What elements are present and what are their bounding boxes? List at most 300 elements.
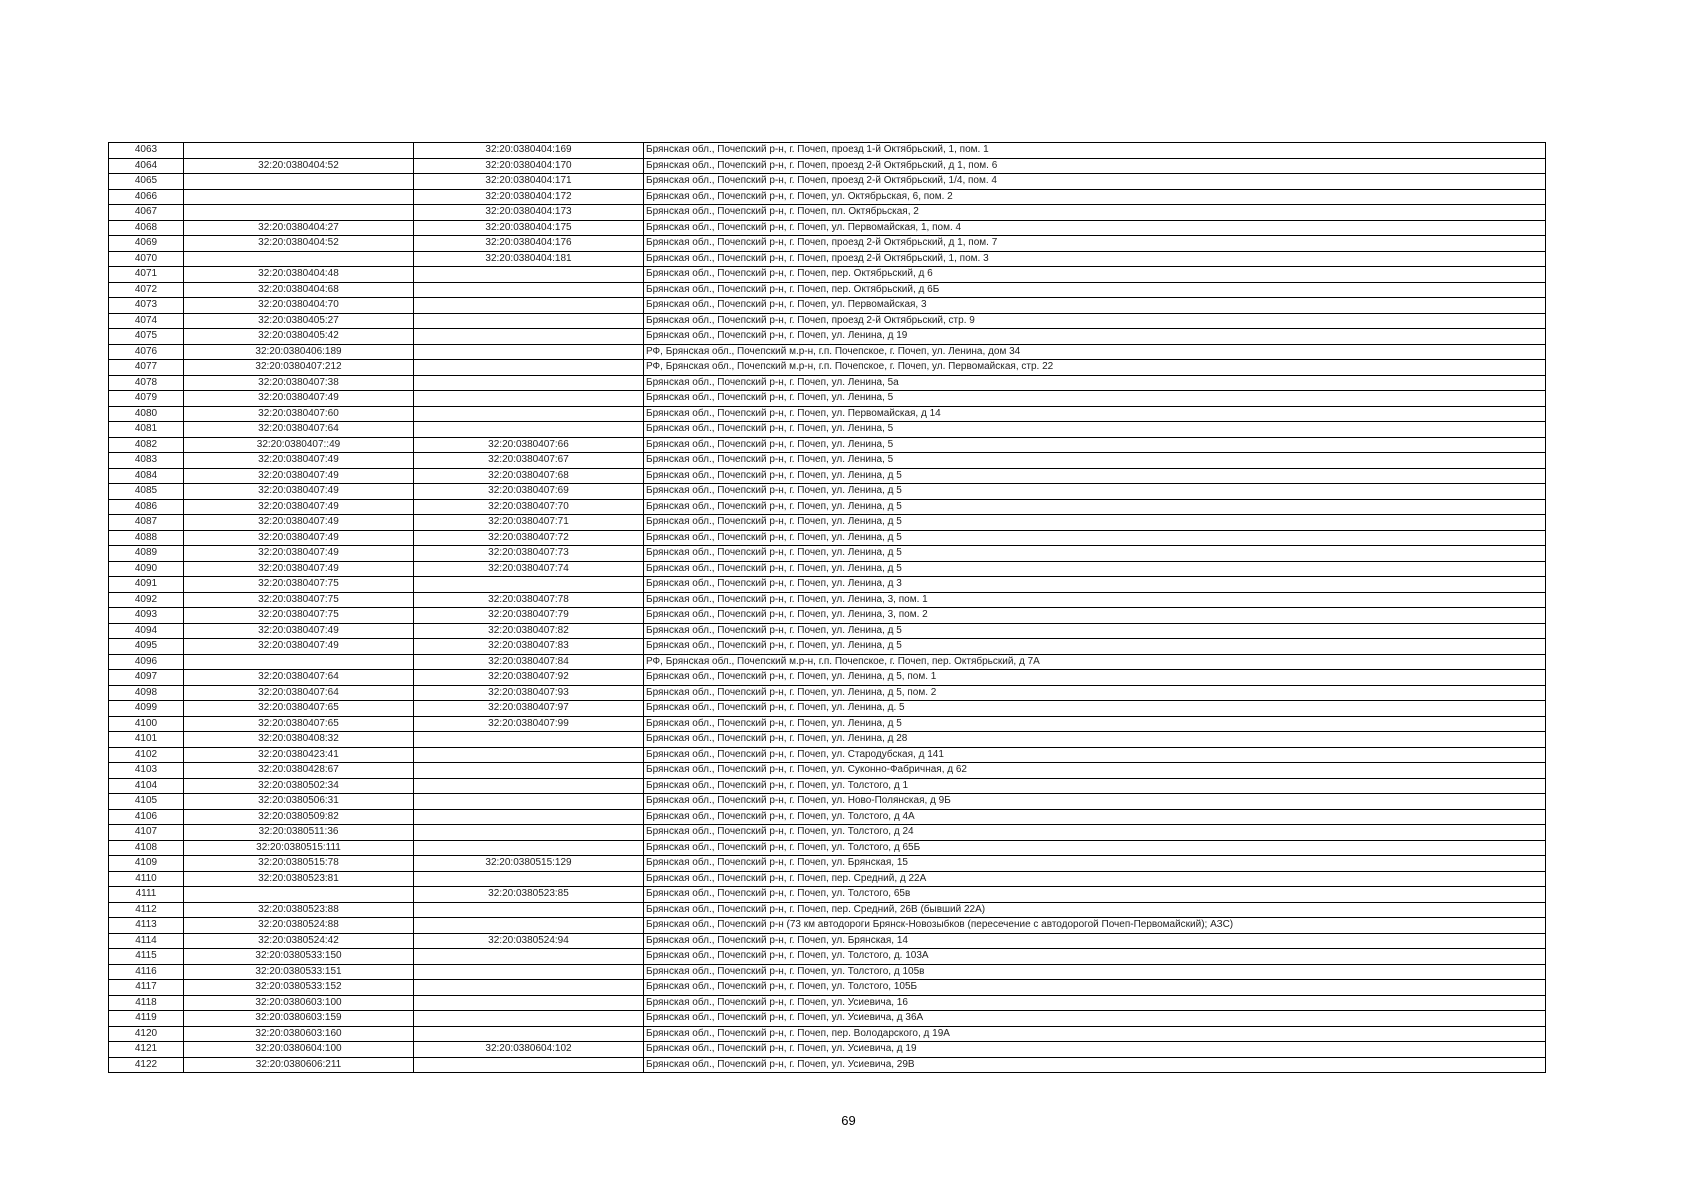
- parent-cadastral-number-cell: 32:20:0380405:42: [184, 329, 414, 345]
- parent-cadastral-number-cell: 32:20:0380404:52: [184, 236, 414, 252]
- row-number-cell: 4115: [109, 949, 184, 965]
- table-row: [109, 484, 1546, 500]
- table-row: [109, 809, 1546, 825]
- parent-cadastral-number-cell: [184, 189, 414, 205]
- cadastral-number-cell: [414, 964, 644, 980]
- parent-cadastral-number-cell: 32:20:0380407:49: [184, 391, 414, 407]
- table-row: [109, 716, 1546, 732]
- table-row: [109, 1026, 1546, 1042]
- cadastral-number-cell: [414, 794, 644, 810]
- address-cell: Брянская обл., Почепский р-н, г. Почеп, ул. Ленина, д. 5: [644, 701, 1546, 717]
- address-cell: Брянская обл., Почепский р-н, г. Почеп, ул. Ленина, д 5: [644, 468, 1546, 484]
- cadastral-number-cell: 32:20:0380407:69: [414, 484, 644, 500]
- parent-cadastral-number-cell: 32:20:0380407:49: [184, 561, 414, 577]
- data-table: [108, 142, 1546, 1073]
- table-row: [109, 654, 1546, 670]
- row-number-cell: 4069: [109, 236, 184, 252]
- table-row: [109, 856, 1546, 872]
- address-cell: Брянская обл., Почепский р-н, г. Почеп, ул. Толстого, 105Б: [644, 980, 1546, 996]
- table-row: [109, 1042, 1546, 1058]
- row-number-cell: 4085: [109, 484, 184, 500]
- row-number-cell: 4111: [109, 887, 184, 903]
- row-number-cell: 4077: [109, 360, 184, 376]
- row-number-cell: 4104: [109, 778, 184, 794]
- address-cell: Брянская обл., Почепский р-н, г. Почеп, ул. Первомайская, 3: [644, 298, 1546, 314]
- address-cell: Брянская обл., Почепский р-н, г. Почеп, проезд 2-й Октябрьский, стр. 9: [644, 313, 1546, 329]
- parent-cadastral-number-cell: 32:20:0380407:49: [184, 530, 414, 546]
- parent-cadastral-number-cell: 32:20:0380408:32: [184, 732, 414, 748]
- cadastral-number-cell: 32:20:0380407:70: [414, 499, 644, 515]
- parent-cadastral-number-cell: [184, 205, 414, 221]
- parent-cadastral-number-cell: [184, 251, 414, 267]
- row-number-cell: 4063: [109, 143, 184, 159]
- address-cell: Брянская обл., Почепский р-н, г. Почеп, ул. Ленина, д 5, пом. 2: [644, 685, 1546, 701]
- row-number-cell: 4107: [109, 825, 184, 841]
- parent-cadastral-number-cell: 32:20:0380428:67: [184, 763, 414, 779]
- cadastral-number-cell: 32:20:0380407:66: [414, 437, 644, 453]
- row-number-cell: 4072: [109, 282, 184, 298]
- address-cell: Брянская обл., Почепский р-н, г. Почеп, ул. Усиевича, д 19: [644, 1042, 1546, 1058]
- parent-cadastral-number-cell: [184, 654, 414, 670]
- row-number-cell: 4099: [109, 701, 184, 717]
- page-number: 69: [841, 1113, 856, 1128]
- row-number-cell: 4089: [109, 546, 184, 562]
- row-number-cell: 4090: [109, 561, 184, 577]
- parent-cadastral-number-cell: 32:20:0380524:88: [184, 918, 414, 934]
- parent-cadastral-number-cell: 32:20:0380533:151: [184, 964, 414, 980]
- cadastral-number-cell: 32:20:0380407:73: [414, 546, 644, 562]
- row-number-cell: 4086: [109, 499, 184, 515]
- address-cell: РФ, Брянская обл., Почепский м.р-н, г.п. Почепское, г. Почеп, пер. Октябрьский, д 7А: [644, 654, 1546, 670]
- table-row: [109, 158, 1546, 174]
- address-cell: Брянская обл., Почепский р-н, г. Почеп, ул. Толстого, д 1: [644, 778, 1546, 794]
- cadastral-number-cell: [414, 1057, 644, 1073]
- row-number-cell: 4078: [109, 375, 184, 391]
- table-row: [109, 825, 1546, 841]
- cadastral-number-cell: [414, 732, 644, 748]
- parent-cadastral-number-cell: 32:20:0380407:38: [184, 375, 414, 391]
- cadastral-number-cell: [414, 406, 644, 422]
- parent-cadastral-number-cell: 32:20:0380407::49: [184, 437, 414, 453]
- parent-cadastral-number-cell: 32:20:0380404:27: [184, 220, 414, 236]
- cadastral-number-cell: 32:20:0380404:173: [414, 205, 644, 221]
- row-number-cell: 4095: [109, 639, 184, 655]
- row-number-cell: 4075: [109, 329, 184, 345]
- row-number-cell: 4101: [109, 732, 184, 748]
- table-row: [109, 887, 1546, 903]
- table-row: [109, 732, 1546, 748]
- table-row: [109, 995, 1546, 1011]
- address-cell: Брянская обл., Почепский р-н, г. Почеп, ул. Ленина, 3, пом. 1: [644, 592, 1546, 608]
- row-number-cell: 4088: [109, 530, 184, 546]
- row-number-cell: 4073: [109, 298, 184, 314]
- parent-cadastral-number-cell: 32:20:0380423:41: [184, 747, 414, 763]
- cadastral-number-cell: 32:20:0380404:176: [414, 236, 644, 252]
- cadastral-number-cell: 32:20:0380604:102: [414, 1042, 644, 1058]
- row-number-cell: 4117: [109, 980, 184, 996]
- cadastral-number-cell: [414, 391, 644, 407]
- parent-cadastral-number-cell: 32:20:0380603:100: [184, 995, 414, 1011]
- table-row: [109, 701, 1546, 717]
- address-cell: Брянская обл., Почепский р-н, г. Почеп, ул. Толстого, 65в: [644, 887, 1546, 903]
- address-cell: Брянская обл., Почепский р-н (73 км автодороги Брянск-Новозыбков (пересечение с автодорогой Почеп-Первомайский); АЗС): [644, 918, 1546, 934]
- cadastral-number-cell: [414, 267, 644, 283]
- table-row: [109, 298, 1546, 314]
- parent-cadastral-number-cell: 32:20:0380407:75: [184, 577, 414, 593]
- address-cell: Брянская обл., Почепский р-н, г. Почеп, пер. Октябрьский, д 6: [644, 267, 1546, 283]
- parent-cadastral-number-cell: 32:20:0380406:189: [184, 344, 414, 360]
- table-row: [109, 561, 1546, 577]
- address-cell: Брянская обл., Почепский р-н, г. Почеп, ул. Ленина, 5: [644, 391, 1546, 407]
- table-row: [109, 949, 1546, 965]
- address-cell: Брянская обл., Почепский р-н, г. Почеп, ул. Ленина, д 5: [644, 716, 1546, 732]
- cadastral-number-cell: 32:20:0380407:72: [414, 530, 644, 546]
- address-cell: Брянская обл., Почепский р-н, г. Почеп, ул. Ново-Полянская, д 9Б: [644, 794, 1546, 810]
- address-cell: Брянская обл., Почепский р-н, г. Почеп, ул. Ленина, д 5: [644, 639, 1546, 655]
- parent-cadastral-number-cell: 32:20:0380515:78: [184, 856, 414, 872]
- cadastral-number-cell: [414, 871, 644, 887]
- address-cell: Брянская обл., Почепский р-н, г. Почеп, ул. Октябрьская, 6, пом. 2: [644, 189, 1546, 205]
- parent-cadastral-number-cell: 32:20:0380509:82: [184, 809, 414, 825]
- address-cell: Брянская обл., Почепский р-н, г. Почеп, ул. Ленина, 5: [644, 422, 1546, 438]
- parent-cadastral-number-cell: 32:20:0380407:49: [184, 484, 414, 500]
- table-row: [109, 468, 1546, 484]
- row-number-cell: 4093: [109, 608, 184, 624]
- address-cell: Брянская обл., Почепский р-н, г. Почеп, ул. Ленина, д 5: [644, 546, 1546, 562]
- parent-cadastral-number-cell: 32:20:0380407:212: [184, 360, 414, 376]
- table-row: [109, 391, 1546, 407]
- address-cell: РФ, Брянская обл., Почепский м.р-н, г.п. Почепское, г. Почеп, ул. Ленина, дом 34: [644, 344, 1546, 360]
- row-number-cell: 4087: [109, 515, 184, 531]
- table-row: [109, 670, 1546, 686]
- cadastral-number-cell: [414, 763, 644, 779]
- cadastral-number-cell: [414, 949, 644, 965]
- address-cell: Брянская обл., Почепский р-н, г. Почеп, ул. Первомайская, 1, пом. 4: [644, 220, 1546, 236]
- address-cell: Брянская обл., Почепский р-н, г. Почеп, ул. Ленина, д 5: [644, 499, 1546, 515]
- address-cell: Брянская обл., Почепский р-н, г. Почеп, проезд 2-й Октябрьский, 1/4, пом. 4: [644, 174, 1546, 190]
- cadastral-number-cell: 32:20:0380407:92: [414, 670, 644, 686]
- address-cell: Брянская обл., Почепский р-н, г. Почеп, проезд 2-й Октябрьский, д 1, пом. 6: [644, 158, 1546, 174]
- cadastral-number-cell: 32:20:0380407:97: [414, 701, 644, 717]
- table-row: [109, 933, 1546, 949]
- cadastral-number-cell: [414, 329, 644, 345]
- address-cell: Брянская обл., Почепский р-н, г. Почеп, ул. Толстого, д 4А: [644, 809, 1546, 825]
- parent-cadastral-number-cell: 32:20:0380511:36: [184, 825, 414, 841]
- table-row: [109, 747, 1546, 763]
- parent-cadastral-number-cell: 32:20:0380407:64: [184, 422, 414, 438]
- row-number-cell: 4120: [109, 1026, 184, 1042]
- row-number-cell: 4081: [109, 422, 184, 438]
- parent-cadastral-number-cell: 32:20:0380407:65: [184, 716, 414, 732]
- table-row: [109, 918, 1546, 934]
- address-cell: Брянская обл., Почепский р-н, г. Почеп, ул. Усиевича, д 36А: [644, 1011, 1546, 1027]
- cadastral-number-cell: 32:20:0380407:68: [414, 468, 644, 484]
- cadastral-number-cell: 32:20:0380524:94: [414, 933, 644, 949]
- cadastral-number-cell: 32:20:0380515:129: [414, 856, 644, 872]
- table-row: [109, 639, 1546, 655]
- parent-cadastral-number-cell: 32:20:0380407:49: [184, 623, 414, 639]
- row-number-cell: 4114: [109, 933, 184, 949]
- address-cell: Брянская обл., Почепский р-н, г. Почеп, пер. Средний, д 22А: [644, 871, 1546, 887]
- address-cell: Брянская обл., Почепский р-н, г. Почеп, проезд 1-й Октябрьский, 1, пом. 1: [644, 143, 1546, 159]
- table-row: [109, 313, 1546, 329]
- cadastral-number-cell: [414, 313, 644, 329]
- cadastral-number-cell: [414, 809, 644, 825]
- row-number-cell: 4084: [109, 468, 184, 484]
- address-cell: Брянская обл., Почепский р-н, г. Почеп, ул. Ленина, 5: [644, 437, 1546, 453]
- row-number-cell: 4074: [109, 313, 184, 329]
- parent-cadastral-number-cell: 32:20:0380603:159: [184, 1011, 414, 1027]
- address-cell: Брянская обл., Почепский р-н, г. Почеп, ул. Стародубская, д 141: [644, 747, 1546, 763]
- table-row: [109, 220, 1546, 236]
- address-cell: РФ, Брянская обл., Почепский м.р-н, г.п. Почепское, г. Почеп, ул. Первомайская, стр. 22: [644, 360, 1546, 376]
- row-number-cell: 4118: [109, 995, 184, 1011]
- parent-cadastral-number-cell: 32:20:0380533:152: [184, 980, 414, 996]
- cadastral-number-cell: 32:20:0380407:99: [414, 716, 644, 732]
- cadastral-number-cell: [414, 298, 644, 314]
- address-cell: Брянская обл., Почепский р-н, г. Почеп, ул. Толстого, д 24: [644, 825, 1546, 841]
- cadastral-number-cell: 32:20:0380523:85: [414, 887, 644, 903]
- address-cell: Брянская обл., Почепский р-н, г. Почеп, пер. Средний, 26В (бывший 22А): [644, 902, 1546, 918]
- parent-cadastral-number-cell: 32:20:0380404:48: [184, 267, 414, 283]
- address-cell: Брянская обл., Почепский р-н, г. Почеп, пер. Володарского, д 19А: [644, 1026, 1546, 1042]
- table-row: [109, 515, 1546, 531]
- cadastral-number-cell: 32:20:0380404:172: [414, 189, 644, 205]
- row-number-cell: 4108: [109, 840, 184, 856]
- table-row: [109, 546, 1546, 562]
- row-number-cell: 4080: [109, 406, 184, 422]
- row-number-cell: 4116: [109, 964, 184, 980]
- address-cell: Брянская обл., Почепский р-н, г. Почеп, ул. Усиевича, 16: [644, 995, 1546, 1011]
- cadastral-number-cell: [414, 422, 644, 438]
- table-row: [109, 902, 1546, 918]
- row-number-cell: 4106: [109, 809, 184, 825]
- row-number-cell: 4113: [109, 918, 184, 934]
- address-cell: Брянская обл., Почепский р-н, г. Почеп, ул. Ленина, 5а: [644, 375, 1546, 391]
- cadastral-number-cell: [414, 918, 644, 934]
- table-row: [109, 360, 1546, 376]
- table-row: [109, 205, 1546, 221]
- table-row: [109, 1011, 1546, 1027]
- cadastral-number-cell: 32:20:0380404:181: [414, 251, 644, 267]
- parent-cadastral-number-cell: [184, 887, 414, 903]
- address-cell: Брянская обл., Почепский р-н, г. Почеп, ул. Ленина, 5: [644, 453, 1546, 469]
- table-row: [109, 964, 1546, 980]
- parent-cadastral-number-cell: 32:20:0380502:34: [184, 778, 414, 794]
- address-cell: Брянская обл., Почепский р-н, г. Почеп, ул. Усиевича, 29В: [644, 1057, 1546, 1073]
- table-row: [109, 422, 1546, 438]
- cadastral-number-cell: 32:20:0380407:67: [414, 453, 644, 469]
- row-number-cell: 4122: [109, 1057, 184, 1073]
- table-row: [109, 623, 1546, 639]
- table-row: [109, 608, 1546, 624]
- cadastral-number-cell: [414, 995, 644, 1011]
- parent-cadastral-number-cell: 32:20:0380405:27: [184, 313, 414, 329]
- address-cell: Брянская обл., Почепский р-н, г. Почеп, проезд 2-й Октябрьский, 1, пом. 3: [644, 251, 1546, 267]
- address-cell: Брянская обл., Почепский р-н, г. Почеп, проезд 2-й Октябрьский, д 1, пом. 7: [644, 236, 1546, 252]
- parent-cadastral-number-cell: 32:20:0380606:211: [184, 1057, 414, 1073]
- address-cell: Брянская обл., Почепский р-н, г. Почеп, ул. Ленина, д 5: [644, 561, 1546, 577]
- address-cell: Брянская обл., Почепский р-н, г. Почеп, ул. Толстого, д 105в: [644, 964, 1546, 980]
- table-row: [109, 143, 1546, 159]
- parent-cadastral-number-cell: 32:20:0380515:111: [184, 840, 414, 856]
- row-number-cell: 4109: [109, 856, 184, 872]
- table-row: [109, 453, 1546, 469]
- address-cell: Брянская обл., Почепский р-н, г. Почеп, ул. Первомайская, д 14: [644, 406, 1546, 422]
- address-cell: Брянская обл., Почепский р-н, г. Почеп, ул. Толстого, д 65Б: [644, 840, 1546, 856]
- row-number-cell: 4067: [109, 205, 184, 221]
- row-number-cell: 4068: [109, 220, 184, 236]
- parent-cadastral-number-cell: 32:20:0380407:49: [184, 546, 414, 562]
- row-number-cell: 4121: [109, 1042, 184, 1058]
- cadastral-number-cell: [414, 577, 644, 593]
- table-row: [109, 778, 1546, 794]
- table-row: [109, 236, 1546, 252]
- cadastral-number-cell: 32:20:0380407:84: [414, 654, 644, 670]
- table-row: [109, 375, 1546, 391]
- row-number-cell: 4110: [109, 871, 184, 887]
- parent-cadastral-number-cell: [184, 174, 414, 190]
- parent-cadastral-number-cell: 32:20:0380407:75: [184, 608, 414, 624]
- cadastral-number-cell: [414, 902, 644, 918]
- address-cell: Брянская обл., Почепский р-н, г. Почеп, пер. Октябрьский, д 6Б: [644, 282, 1546, 298]
- cadastral-number-cell: [414, 1026, 644, 1042]
- table-body: [109, 143, 1546, 1073]
- parent-cadastral-number-cell: 32:20:0380407:49: [184, 639, 414, 655]
- cadastral-number-cell: [414, 1011, 644, 1027]
- cadastral-number-cell: [414, 980, 644, 996]
- cadastral-number-cell: 32:20:0380404:171: [414, 174, 644, 190]
- table-row: [109, 282, 1546, 298]
- table-row: [109, 794, 1546, 810]
- table-row: [109, 685, 1546, 701]
- address-cell: Брянская обл., Почепский р-н, г. Почеп, ул. Ленина, д 5: [644, 623, 1546, 639]
- row-number-cell: 4071: [109, 267, 184, 283]
- row-number-cell: 4112: [109, 902, 184, 918]
- row-number-cell: 4097: [109, 670, 184, 686]
- row-number-cell: 4091: [109, 577, 184, 593]
- parent-cadastral-number-cell: 32:20:0380524:42: [184, 933, 414, 949]
- cadastral-number-cell: 32:20:0380407:79: [414, 608, 644, 624]
- parent-cadastral-number-cell: 32:20:0380407:64: [184, 685, 414, 701]
- table-row: [109, 251, 1546, 267]
- address-cell: Брянская обл., Почепский р-н, г. Почеп, ул. Ленина, д 3: [644, 577, 1546, 593]
- cadastral-number-cell: [414, 825, 644, 841]
- cadastral-number-cell: [414, 360, 644, 376]
- table-row: [109, 763, 1546, 779]
- cadastral-number-cell: [414, 282, 644, 298]
- address-cell: Брянская обл., Почепский р-н, г. Почеп, ул. Ленина, д 19: [644, 329, 1546, 345]
- parent-cadastral-number-cell: 32:20:0380533:150: [184, 949, 414, 965]
- row-number-cell: 4096: [109, 654, 184, 670]
- table-row: [109, 344, 1546, 360]
- cadastral-number-cell: 32:20:0380404:169: [414, 143, 644, 159]
- table-row: [109, 592, 1546, 608]
- address-cell: Брянская обл., Почепский р-н, г. Почеп, ул. Ленина, 3, пом. 2: [644, 608, 1546, 624]
- parent-cadastral-number-cell: 32:20:0380407:49: [184, 499, 414, 515]
- address-cell: Брянская обл., Почепский р-н, г. Почеп, ул. Ленина, д 5: [644, 484, 1546, 500]
- address-cell: Брянская обл., Почепский р-н, г. Почеп, пл. Октябрьская, 2: [644, 205, 1546, 221]
- parent-cadastral-number-cell: [184, 143, 414, 159]
- table-row: [109, 530, 1546, 546]
- row-number-cell: 4076: [109, 344, 184, 360]
- cadastral-number-cell: [414, 375, 644, 391]
- address-cell: Брянская обл., Почепский р-н, г. Почеп, ул. Ленина, д 28: [644, 732, 1546, 748]
- cadastral-number-cell: 32:20:0380407:71: [414, 515, 644, 531]
- table-row: [109, 1057, 1546, 1073]
- parent-cadastral-number-cell: 32:20:0380603:160: [184, 1026, 414, 1042]
- cadastral-number-cell: [414, 747, 644, 763]
- cadastral-number-cell: 32:20:0380407:78: [414, 592, 644, 608]
- address-cell: Брянская обл., Почепский р-н, г. Почеп, ул. Ленина, д 5, пом. 1: [644, 670, 1546, 686]
- cadastral-number-cell: 32:20:0380407:74: [414, 561, 644, 577]
- parent-cadastral-number-cell: 32:20:0380407:64: [184, 670, 414, 686]
- table-row: [109, 577, 1546, 593]
- parent-cadastral-number-cell: 32:20:0380404:68: [184, 282, 414, 298]
- parent-cadastral-number-cell: 32:20:0380523:88: [184, 902, 414, 918]
- parent-cadastral-number-cell: 32:20:0380407:75: [184, 592, 414, 608]
- parent-cadastral-number-cell: 32:20:0380404:70: [184, 298, 414, 314]
- row-number-cell: 4066: [109, 189, 184, 205]
- cadastral-number-cell: 32:20:0380404:175: [414, 220, 644, 236]
- parent-cadastral-number-cell: 32:20:0380407:49: [184, 468, 414, 484]
- cadastral-number-cell: 32:20:0380404:170: [414, 158, 644, 174]
- row-number-cell: 4100: [109, 716, 184, 732]
- cadastral-number-cell: [414, 778, 644, 794]
- parent-cadastral-number-cell: 32:20:0380407:60: [184, 406, 414, 422]
- address-cell: Брянская обл., Почепский р-н, г. Почеп, ул. Толстого, д. 103А: [644, 949, 1546, 965]
- table-row: [109, 871, 1546, 887]
- row-number-cell: 4103: [109, 763, 184, 779]
- row-number-cell: 4092: [109, 592, 184, 608]
- address-cell: Брянская обл., Почепский р-н, г. Почеп, ул. Брянская, 15: [644, 856, 1546, 872]
- table-row: [109, 174, 1546, 190]
- table-row: [109, 267, 1546, 283]
- table-row: [109, 406, 1546, 422]
- row-number-cell: 4070: [109, 251, 184, 267]
- row-number-cell: 4065: [109, 174, 184, 190]
- parent-cadastral-number-cell: 32:20:0380407:49: [184, 515, 414, 531]
- address-cell: Брянская обл., Почепский р-н, г. Почеп, ул. Ленина, д 5: [644, 530, 1546, 546]
- cadastral-number-cell: 32:20:0380407:82: [414, 623, 644, 639]
- table-row: [109, 329, 1546, 345]
- table-row: [109, 980, 1546, 996]
- parent-cadastral-number-cell: 32:20:0380407:65: [184, 701, 414, 717]
- table-row: [109, 840, 1546, 856]
- parent-cadastral-number-cell: 32:20:0380506:31: [184, 794, 414, 810]
- parent-cadastral-number-cell: 32:20:0380604:100: [184, 1042, 414, 1058]
- address-cell: Брянская обл., Почепский р-н, г. Почеп, ул. Брянская, 14: [644, 933, 1546, 949]
- address-cell: Брянская обл., Почепский р-н, г. Почеп, ул. Ленина, д 5: [644, 515, 1546, 531]
- row-number-cell: 4079: [109, 391, 184, 407]
- row-number-cell: 4102: [109, 747, 184, 763]
- address-cell: Брянская обл., Почепский р-н, г. Почеп, ул. Суконно-Фабричная, д 62: [644, 763, 1546, 779]
- row-number-cell: 4098: [109, 685, 184, 701]
- table-row: [109, 437, 1546, 453]
- cadastral-number-cell: [414, 840, 644, 856]
- parent-cadastral-number-cell: 32:20:0380404:52: [184, 158, 414, 174]
- cadastral-number-cell: 32:20:0380407:93: [414, 685, 644, 701]
- parent-cadastral-number-cell: 32:20:0380407:49: [184, 453, 414, 469]
- cadastral-number-cell: 32:20:0380407:83: [414, 639, 644, 655]
- cadastral-number-cell: [414, 344, 644, 360]
- row-number-cell: 4119: [109, 1011, 184, 1027]
- table-row: [109, 189, 1546, 205]
- parent-cadastral-number-cell: 32:20:0380523:81: [184, 871, 414, 887]
- row-number-cell: 4064: [109, 158, 184, 174]
- row-number-cell: 4083: [109, 453, 184, 469]
- row-number-cell: 4105: [109, 794, 184, 810]
